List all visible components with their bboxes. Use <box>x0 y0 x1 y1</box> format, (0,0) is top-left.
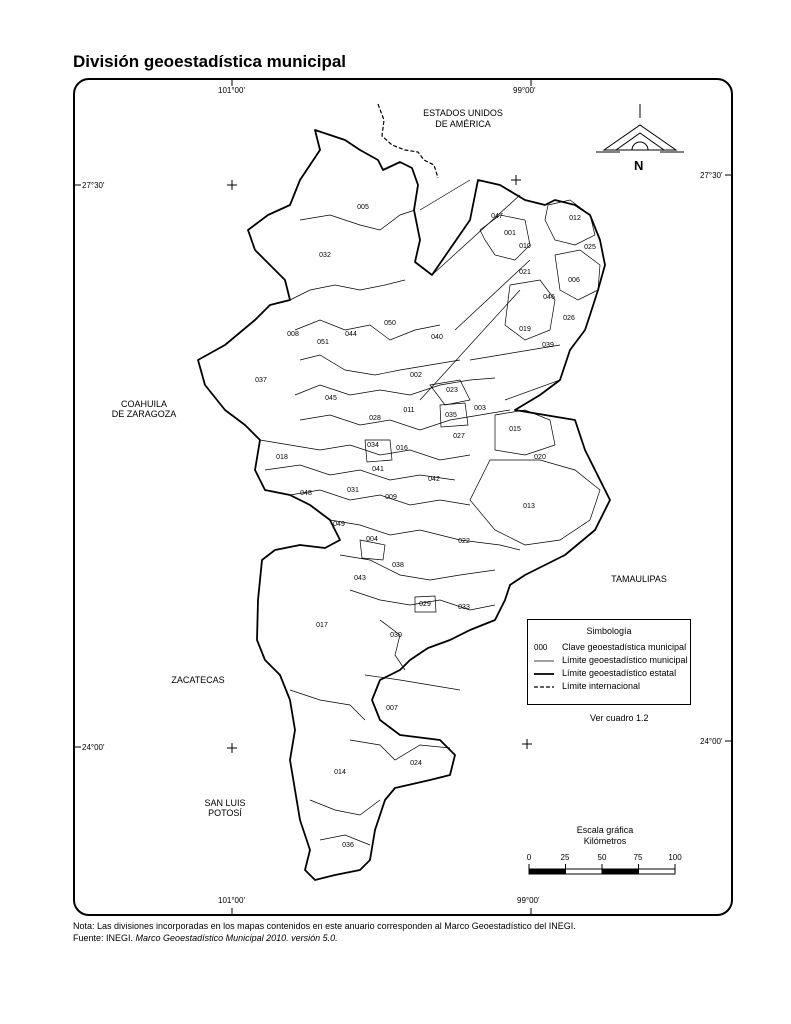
municipality-code: 020 <box>534 454 546 461</box>
dashed-line-icon <box>534 681 554 692</box>
municipality-code: 048 <box>300 490 312 497</box>
municipality-code: 046 <box>543 294 555 301</box>
municipality-code: 007 <box>386 705 398 712</box>
municipality-code: 037 <box>255 377 267 384</box>
municipality-code: 012 <box>569 215 581 222</box>
municipality-code: 041 <box>372 466 384 473</box>
north-label: N <box>634 158 644 173</box>
source-prefix: Fuente: INEGI. <box>73 933 134 943</box>
longitude-label-99-bottom: 99°00' <box>517 896 540 905</box>
scale-tick: 100 <box>668 853 682 862</box>
municipality-code: 013 <box>523 503 535 510</box>
municipality-code: 021 <box>519 269 531 276</box>
municipality-code: 010 <box>519 243 531 250</box>
legend-item-international-boundary <box>534 681 689 692</box>
municipality-code: 011 <box>403 407 415 414</box>
municipality-code: 032 <box>319 252 331 259</box>
scale-unit: Kilómetros <box>583 836 627 846</box>
municipality-code: 042 <box>428 476 440 483</box>
north-arrow <box>596 104 684 152</box>
region-label-slp-2: POTOSÍ <box>208 808 242 818</box>
thick-line-icon <box>534 668 554 679</box>
municipality-code: 029 <box>419 601 431 608</box>
latitude-label-2730-right: 27°30' <box>700 171 723 180</box>
latitude-label-2400-right: 24°00' <box>700 737 723 746</box>
region-label-coahuila: COAHUILA <box>120 399 167 409</box>
legend-title: Simbología <box>586 626 632 636</box>
municipality-code: 016 <box>396 445 408 452</box>
region-label-zacatecas: ZACATECAS <box>171 675 225 685</box>
municipality-code: 030 <box>390 632 402 639</box>
see-table-note: Ver cuadro 1.2 <box>590 713 649 723</box>
municipality-code: 002 <box>410 372 422 379</box>
municipality-code: 045 <box>325 395 337 402</box>
latitude-label-2730-left: 27°30' <box>82 181 105 190</box>
municipality-code: 051 <box>317 339 329 346</box>
municipality-code: 023 <box>446 387 458 394</box>
municipality-code: 017 <box>316 622 328 629</box>
legend-label: Límite geoestadístico estatal <box>562 668 677 678</box>
municipality-code: 015 <box>509 426 521 433</box>
state-boundary <box>198 130 610 880</box>
region-label-coahuila-2: DE ZARAGOZA <box>111 409 177 419</box>
source-title: Marco Geoestadístico Municipal 2010. versión 5.0. <box>135 933 338 943</box>
municipality-code: 034 <box>367 442 379 449</box>
longitude-label-101-bottom: 101°00' <box>218 896 245 905</box>
scale-bar <box>529 864 675 874</box>
region-label-tamaulipas: TAMAULIPAS <box>611 574 667 584</box>
municipal-boundaries <box>260 180 600 845</box>
legend-code-sample: 000 <box>534 643 548 652</box>
region-label-usa: ESTADOS UNIDOS DE AMÉRICA <box>423 108 503 129</box>
scale-tick: 75 <box>633 853 643 862</box>
scale-tick: 0 <box>526 853 532 862</box>
municipality-code: 049 <box>333 521 345 528</box>
municipality-code: 009 <box>385 494 397 501</box>
scale-tick: 50 <box>597 853 607 862</box>
longitude-label-101-top: 101°00' <box>218 86 245 95</box>
municipality-code: 039 <box>542 342 554 349</box>
municipality-code: 014 <box>334 769 346 776</box>
longitude-label-99-top: 99°00' <box>513 86 536 95</box>
legend-item-municipal-boundary <box>534 655 689 666</box>
municipality-code: 031 <box>347 487 359 494</box>
legend-label: Clave geoestadística municipal <box>562 642 687 652</box>
region-label-slp: SAN LUIS <box>204 798 246 808</box>
municipality-code: 043 <box>354 575 366 582</box>
scale-tick: 25 <box>560 853 570 862</box>
latitude-label-2400-left: 24°00' <box>82 743 105 752</box>
municipality-code: 019 <box>519 326 531 333</box>
municipality-code: 022 <box>458 538 470 545</box>
scale-title-text: Escala gráfica <box>576 825 634 835</box>
page-title: División geoestadística municipal <box>73 52 347 71</box>
municipality-code: 028 <box>369 415 381 422</box>
footnote-source <box>73 933 338 944</box>
municipality-code: 027 <box>453 433 465 440</box>
municipality-code: 040 <box>431 334 443 341</box>
municipality-code: 044 <box>345 331 357 338</box>
thin-line-icon <box>534 655 554 666</box>
municipality-code: 001 <box>504 230 516 237</box>
municipality-code: 047 <box>491 213 503 220</box>
municipality-code: 024 <box>410 760 422 767</box>
municipality-code: 036 <box>342 842 354 849</box>
map-legend <box>527 619 691 705</box>
legend-label: Límite internacional <box>562 681 641 691</box>
municipality-code: 025 <box>584 244 596 251</box>
municipality-code: 005 <box>357 204 369 211</box>
municipality-code: 006 <box>568 277 580 284</box>
legend-label: Límite geoestadístico municipal <box>562 655 688 665</box>
municipality-code: 050 <box>384 320 396 327</box>
municipality-code: 004 <box>366 536 378 543</box>
municipality-code: 035 <box>445 412 457 419</box>
graticule <box>73 78 733 916</box>
municipality-code: 026 <box>563 315 575 322</box>
municipality-code: 008 <box>287 331 299 338</box>
legend-item-municipal-code <box>534 642 689 653</box>
footnote-note: Nota: Las divisiones incorporadas en los mapas contenidos en este anuario corresponden al Marco Geoestadístico del INEGI. <box>73 921 576 931</box>
municipality-code: 033 <box>458 604 470 611</box>
municipality-code: 018 <box>276 454 288 461</box>
municipality-code: 038 <box>392 562 404 569</box>
municipality-code: 003 <box>474 405 486 412</box>
scale-title <box>560 825 650 847</box>
legend-item-state-boundary <box>534 668 689 679</box>
